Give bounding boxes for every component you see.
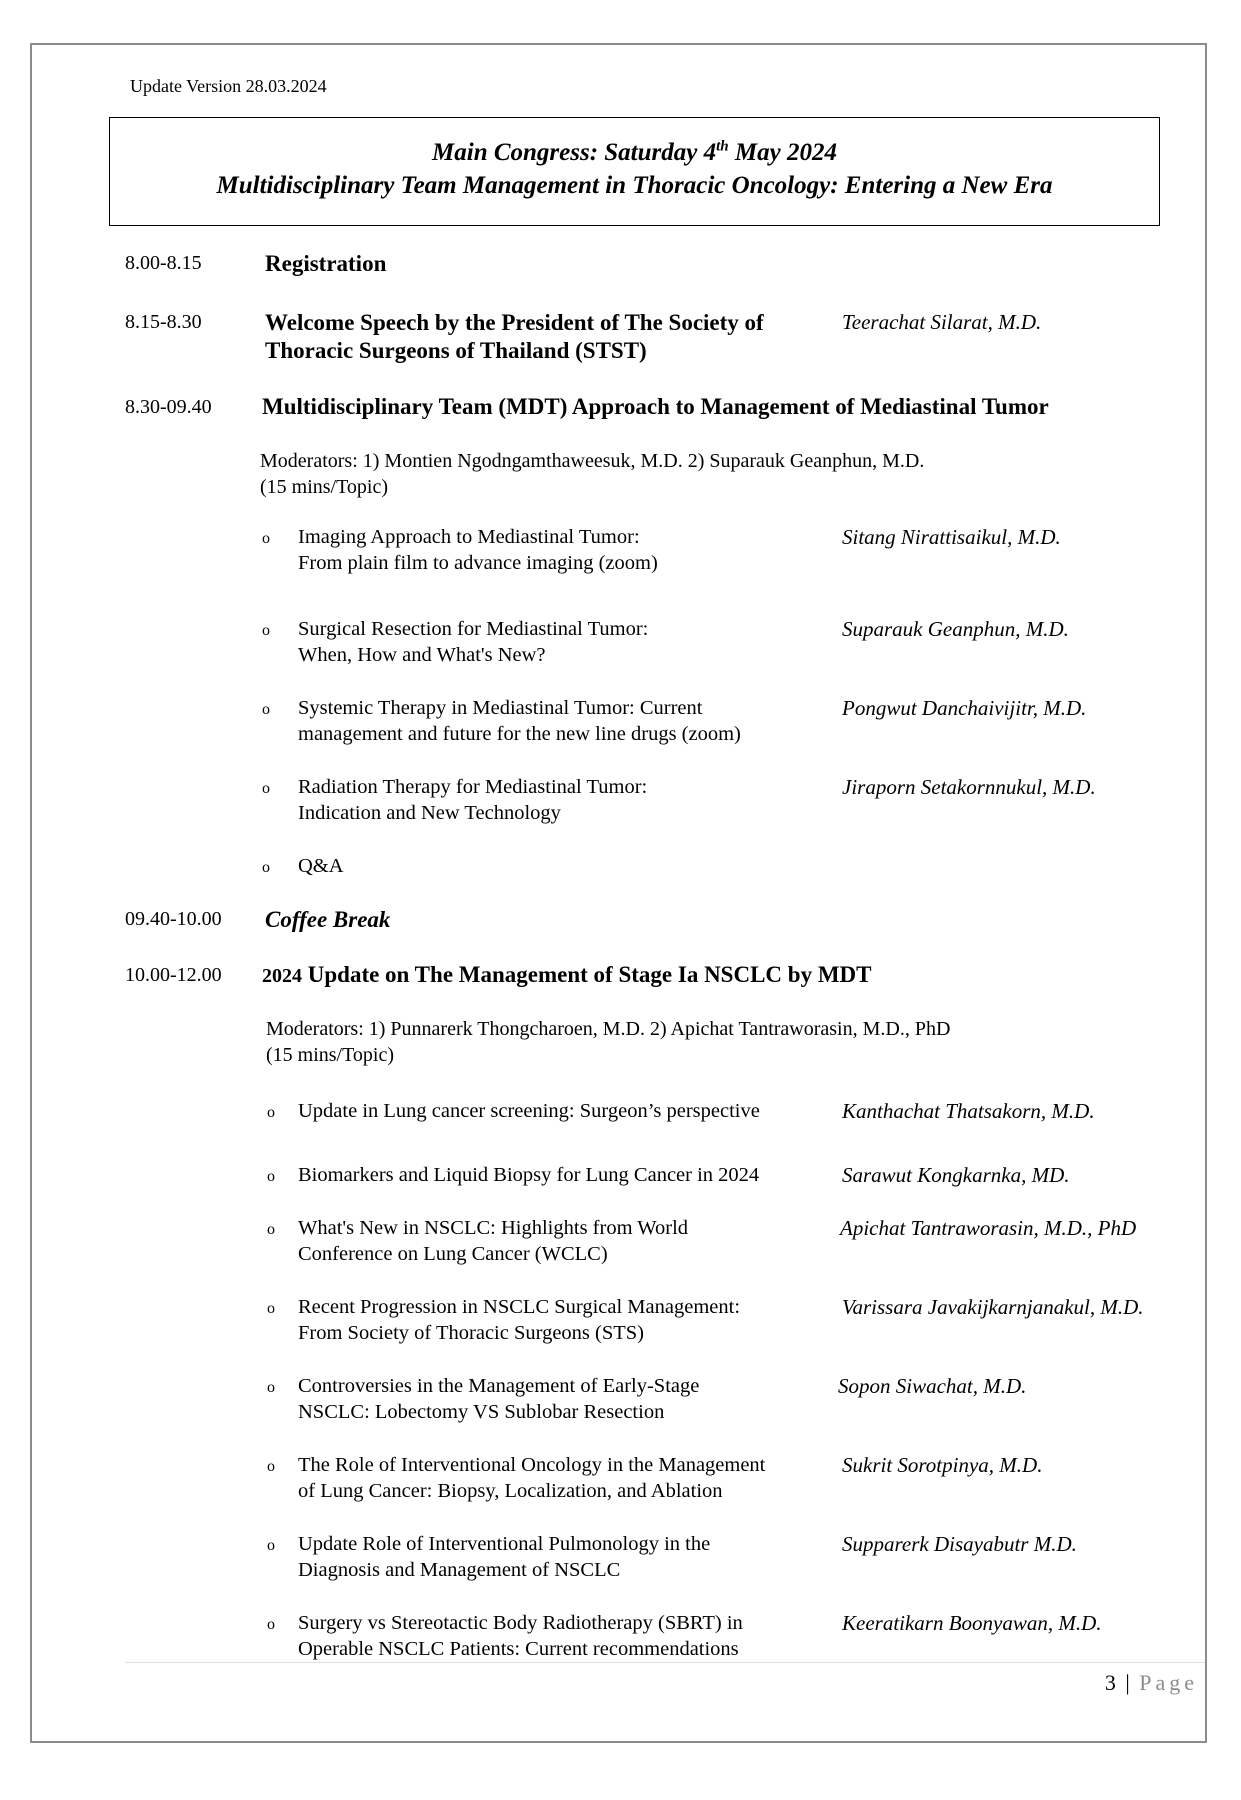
bullet-icon: o [267, 1168, 275, 1185]
congress-header [109, 117, 1160, 226]
speaker-name: Sopon Siwachat, M.D. [838, 1374, 1027, 1398]
topic-item: Biomarkers and Liquid Biopsy for Lung Cancer in 2024 [298, 1164, 760, 1186]
speaker-name: Kanthachat Thatsakorn, M.D. [842, 1099, 1095, 1123]
session-time: 09.40-10.00 [125, 908, 222, 930]
footer-divider [125, 1662, 1205, 1663]
speaker-name: Apichat Tantraworasin, M.D., PhD [840, 1216, 1137, 1240]
topic-item: Systemic Therapy in Mediastinal Tumor: Current management and future for the new line drugs (zoom) [298, 697, 741, 745]
session-title: Registration [265, 251, 387, 276]
topic-item: What's New in NSCLC: Highlights from World Conference on Lung Cancer (WCLC) [298, 1217, 689, 1265]
topic-item: Update Role of Interventional Pulmonology in the Diagnosis and Management of NSCLC [298, 1533, 711, 1581]
bullet-icon: o [262, 530, 270, 547]
topic-item: Recent Progression in NSCLC Surgical Management: From Society of Thoracic Surgeons (STS) [298, 1296, 741, 1344]
session-time: 10.00-12.00 [125, 964, 222, 986]
speaker-name: Keeratikarn Boonyawan, M.D. [842, 1611, 1102, 1635]
topic-item: Imaging Approach to Mediastinal Tumor: From plain film to advance imaging (zoom) [298, 526, 658, 574]
topic-item: Controversies in the Management of Early-Stage NSCLC: Lobectomy VS Sublobar Resection [298, 1375, 700, 1423]
speaker-name: Sarawut Kongkarnka, MD. [842, 1163, 1070, 1187]
page-number: 3 | Page [1104, 1670, 1198, 1695]
topic-item: Radiation Therapy for Mediastinal Tumor: Indication and New Technology [298, 776, 648, 824]
bullet-icon: o [267, 1537, 275, 1554]
speaker-name: Suparauk Geanphun, M.D. [842, 617, 1069, 641]
speaker-name: Teerachat Silarat, M.D. [842, 310, 1042, 334]
bullet-icon: o [267, 1221, 275, 1238]
speaker-name: Sukrit Sorotpinya, M.D. [842, 1453, 1043, 1477]
bullet-icon: o [267, 1616, 275, 1633]
bullet-icon: o [267, 1458, 275, 1475]
speaker-name: Sitang Nirattisaikul, M.D. [842, 525, 1061, 549]
congress-date-line: Main Congress: Saturday 4th May 2024 [432, 138, 837, 166]
speaker-name: Supparerk Disayabutr M.D. [842, 1532, 1077, 1556]
speaker-name: Pongwut Danchaivijitr, M.D. [842, 696, 1087, 720]
session-title: Coffee Break [265, 907, 391, 932]
bullet-icon: o [267, 1300, 275, 1317]
session-time: 8.00-8.15 [125, 252, 202, 274]
topic-item: Update in Lung cancer screening: Surgeon’s perspective [298, 1100, 760, 1122]
moderators: Moderators: 1) Punnarerk Thongcharoen, M.D. 2) Apichat Tantraworasin, M.D., PhD (15 mins/Topic) [266, 1018, 951, 1066]
session-time: 8.30-09.40 [125, 396, 212, 418]
topic-item: Q&A [298, 855, 344, 877]
speaker-name: Jiraporn Setakornnukul, M.D. [842, 775, 1096, 799]
update-version: Update Version 28.03.2024 [130, 76, 327, 96]
congress-theme: Multidisciplinary Team Management in Thoracic Oncology: Entering a New Era [216, 172, 1053, 199]
session-title: Welcome Speech by the President of The Society of Thoracic Surgeons of Thailand (STST) [265, 310, 764, 363]
moderators: Moderators: 1) Montien Ngodngamthaweesuk, M.D. 2) Suparauk Geanphun, M.D. (15 mins/Topic) [260, 450, 925, 498]
session-time: 8.15-8.30 [125, 311, 202, 333]
bullet-icon: o [262, 701, 270, 718]
topic-item: Surgery vs Stereotactic Body Radiotherapy (SBRT) in Operable NSCLC Patients: Current recommendations [298, 1612, 743, 1660]
bullet-icon: o [262, 780, 270, 797]
bullet-icon: o [267, 1379, 275, 1396]
speaker-name: Varissara Javakijkarnjanakul, M.D. [842, 1295, 1144, 1319]
session-title: 2024 Update on The Management of Stage Ia NSCLC by MDT [262, 962, 872, 987]
topic-item: The Role of Interventional Oncology in the Management of Lung Cancer: Biopsy, Localization, and Ablation [298, 1454, 766, 1502]
session-title: Multidisciplinary Team (MDT) Approach to Management of Mediastinal Tumor [262, 394, 1049, 419]
topic-item: Surgical Resection for Mediastinal Tumor: When, How and What's New? [298, 618, 649, 666]
bullet-icon: o [267, 1104, 275, 1121]
bullet-icon: o [262, 859, 270, 876]
bullet-icon: o [262, 622, 270, 639]
